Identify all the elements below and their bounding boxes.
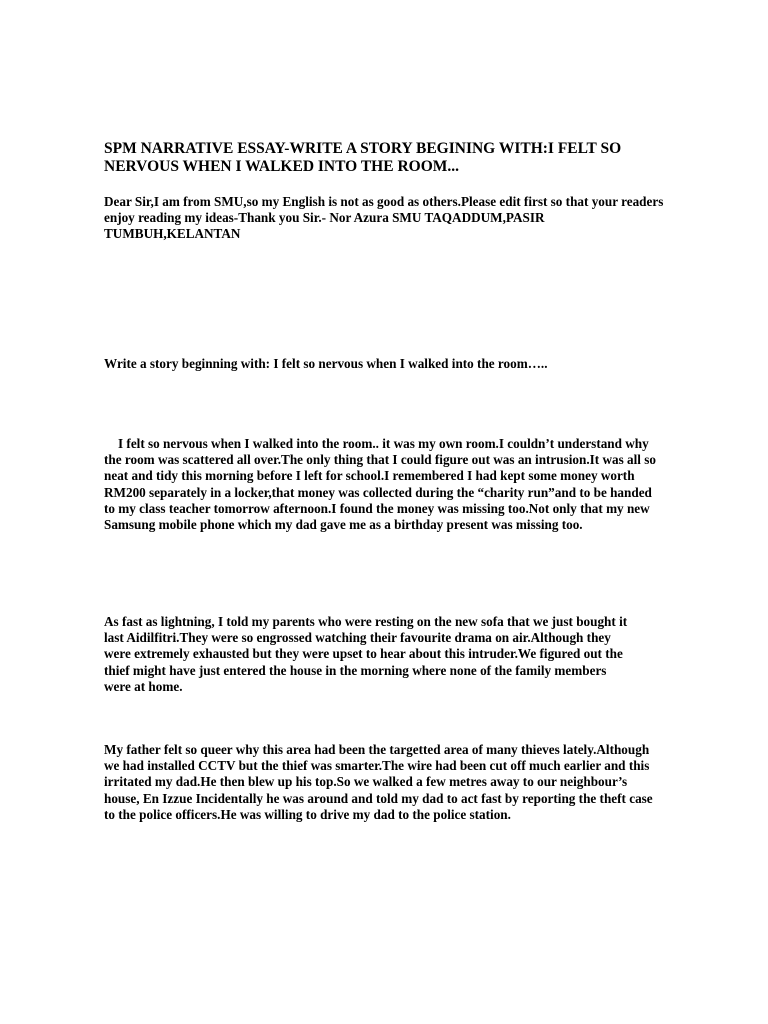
essay-paragraph-2: As fast as lightning, I told my parents who were resting on the new sofa that we just bought it last Aidilfitri.They were so engrossed watching their favourite drama on air.Although they were extremely exhausted but they were upset to hear about this intruder.We figured out the thief might have just entered the house in the morning where none of the family members were at home. (104, 614, 628, 694)
essay-paragraph-1: I felt so nervous when I walked into the room.. it was my own room.I couldn’t understand why the room was scattered all over.The only thing that I could figure out was an intrusion.It was all so neat and tidy this morning before I left for school.I remembered I had kept some money worth RM200 separately in a locker,that money was collected during the “charity run”and to be handed to my class teacher tomorrow afternoon.I found the money was missing too.Not only that my new Samsung mobile phone which my dad gave me as a birthday present was missing too. (104, 436, 656, 533)
essay-paragraph-3: My father felt so queer why this area had been the targetted area of many thieves lately.Although we had installed CCTV but the thief was smarter.The wire had been cut off much earlier and this irritated my dad.He then blew up his top.So we walked a few metres away to our neighbour’s house, En Izzue Incidentally he was around and told my dad to act fast by reporting the theft case to the police officers.He was willing to drive my dad to the police station. (104, 742, 653, 822)
essay-prompt: Write a story beginning with: I felt so nervous when I walked into the room….. (104, 356, 548, 371)
document-page (104, 140, 704, 822)
essay-title: SPM NARRATIVE ESSAY-WRITE A STORY BEGINING WITH:I FELT SO NERVOUS WHEN I WALKED INTO THE ROOM... (104, 140, 622, 175)
author-note: Dear Sir,I am from SMU,so my English is not as good as others.Please edit first so that your readers enjoy reading my ideas-Thank you Sir.- Nor Azura SMU TAQADDUM,PASIR TUMBUH,KELANTAN (104, 194, 664, 242)
